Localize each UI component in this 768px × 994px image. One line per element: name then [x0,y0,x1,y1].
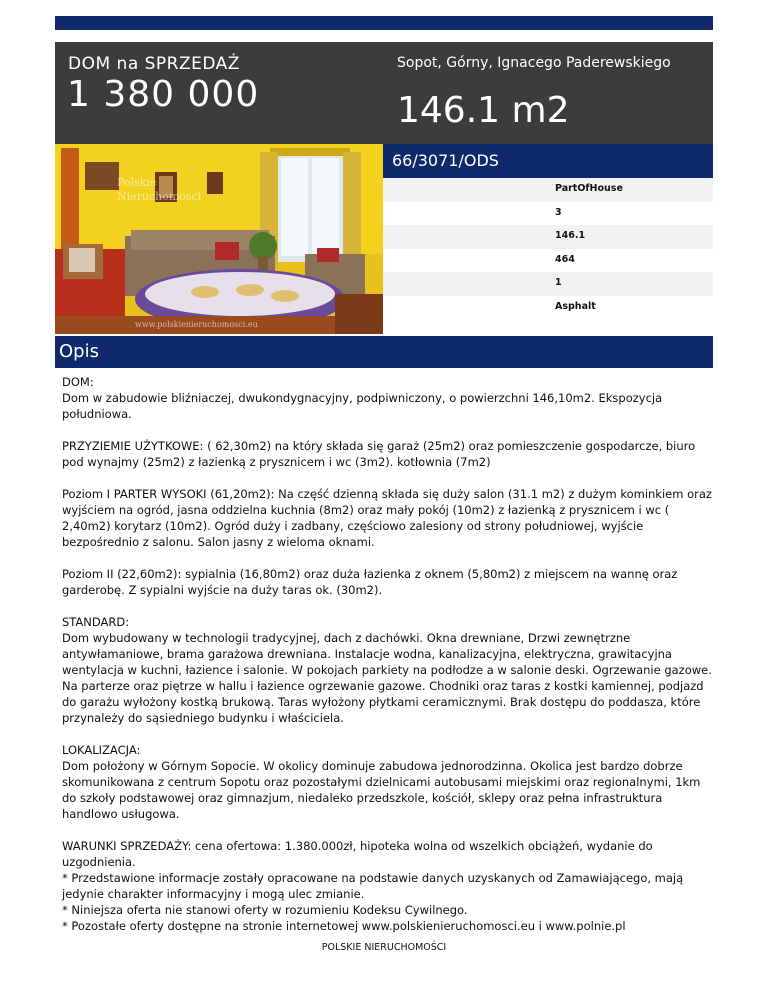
property-photo [55,144,383,334]
spec-row [383,225,713,249]
spec-value: 464 [555,253,575,265]
description-paragraph: STANDARD: Dom wybudowany w technologii tradycyjnej, dach z dachówki. Okna drewniane, Drzwi zewnętrzne antywłamaniowe, brama garażowa drewniana. Instalacje wodna, kanalizacyjna, elektryczna, grawitacyjna wentylacja w kuchni, łazience i salonie. W pokojach parkiety na podłodze a w salonie deski. Ogrzewanie gazowe. Na parterze oraz piętrze w hallu i łazience ogrzewanie gazowe. Chodniki oraz taras z kostki kamiennej, podjazd do garażu wyłożony kostką brukową. Taras wyłożony płytkami ceramicznymi. Brak dostępu do poddasza, które przynależy do sąsiedniego budynku i właściciela. [62,615,712,725]
spec-value: PartOfHouse [555,183,623,194]
description-paragraph: Poziom II (22,60m2): sypialnia (16,80m2) oraz duża łazienka z oknem (5,80m2) z miejscem na wannę oraz garderobę. Z sypialni wyjście na duży taras ok. (30m2). [62,567,678,597]
spec-row [383,178,713,202]
description-paragraph: PRZYZIEMIE UŻYTKOWE: ( 62,30m2) na który składa się garaż (25m2) oraz pomieszczenie gospodarcze, biuro pod wynajmy (25m2) z łazienką z prysznicem i wc (3m2). kotłownia (7m2) [62,439,696,469]
reference-bar [383,144,713,178]
watermark-logo: Polskie Nieruchomości [117,176,202,203]
spec-value: 1 [555,277,562,288]
listing-area: 146.1 m2 [397,90,570,131]
spec-row [383,296,713,320]
spec-row [383,249,713,273]
description-paragraph: DOM: Dom w zabudowie bliźniaczej, dwukondygnacyjny, podpiwniczony, o powierzchni 146,10m2. Ekspozycja południowa. [62,375,663,421]
section-header [55,336,713,368]
spec-row [383,272,713,296]
listing-location: Sopot, Górny, Ignacego Paderewskiego [397,55,671,71]
description-paragraph: Poziom I PARTER WYSOKI (61,20m2): Na część dzienną składa się duży salon (31.1 m2) z dużym kominkiem oraz wyjściem na ogród, jasna oddzielna kuchnia (8m2) oraz mały pokój (10m2) z łazienką z prysznicem i wc ( 2,40m2) korytarz (10m2). Ogród duży i zadbany, częściowo zalesiony od strony południowej, wyjście bezpośrednio z salonu. Salon jasny z wieloma oknami. [62,487,712,549]
description-paragraph: LOKALIZACJA: Dom położony w Górnym Sopocie. W okolicy dominuje zabudowa jednorodzinna. Okolica jest bardzo dobrze skomunikowana z centrum Sopotu oraz pozostałymi dzielnicami autobusami miejskimi oraz regionalnymi, 1km do szkoły podstawowej oraz gimnazjum, niedaleko przedszkole, kościół, sklepy oraz pełna infrastruktura handlowo usługowa. [62,743,701,821]
spec-value: 3 [555,206,562,218]
section-title: Opis [59,341,99,362]
listing-type: DOM na SPRZEDAŻ [68,54,240,74]
spec-value: Asphalt [555,300,596,312]
reference-number: 66/3071/ODS [392,151,499,170]
description [62,374,712,950]
top-accent-bar [55,16,713,30]
watermark-url: www.polskienieruchomosci.eu [135,320,258,329]
listing-header [55,42,713,144]
listing-price: 1 380 000 [67,74,260,115]
description-paragraph: WARUNKI SPRZEDAŻY: cena ofertowa: 1.380.000zł, hipoteka wolna od wszelkich obciążeń, wydanie do uzgodnienia. * Przedstawione informacje zostały opracowane na podstawie danych uzyskanych od Zamawiającego, mają jedynie charakter informacyjny i mogą ulec zmianie. * Niniejsza oferta nie stanowi oferty w rozumieniu Kodeksu Cywilnego. * Pozostałe oferty dostępne na stronie internetowej www.polskienieruchomosci.eu i www.polnie.pl [62,839,684,933]
spec-value: 146.1 [555,230,586,241]
spec-row [383,202,713,226]
spec-table [383,178,713,319]
footer-text: POLSKIE NIERUCHOMOŚCI [321,942,447,953]
